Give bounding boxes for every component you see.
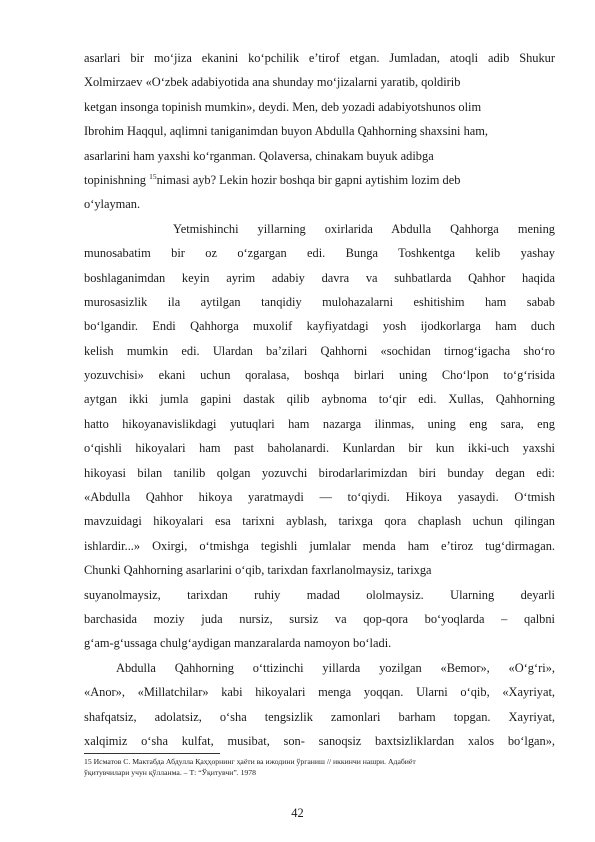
footnote-line: ўқитувчилари учун қўлланма. – Т: “Ўқитувчи”. 1978 xyxy=(84,768,256,777)
text-line: munosabatim bir oz o‘zgargan edi. Bunga Toshkentga kelib yashay xyxy=(84,246,555,261)
text-line: Xolmirzaev «O‘zbek adabiyotida ana shunday mo‘jizalarni yaratib, qoldirib xyxy=(84,75,461,90)
text-line: asarlarini ham yaxshi ko‘rganman. Qolaversa, chinakam buyuk adibga xyxy=(84,148,434,163)
text-line: ishlardir...» Oxirgi, o‘tmishga tegishli jumlalar menda ham e’tiroz tug‘dirmagan. xyxy=(84,538,555,553)
text-fragment: nimasi ayb? Lekin hozir boshqa bir gapni aytishim lozim deb xyxy=(156,172,461,187)
page-number: 42 xyxy=(291,806,304,820)
footnote-reference: 15 xyxy=(149,171,157,181)
text-line: asarlari bir mo‘jiza ekanini ko‘pchilik e’tirof etgan. Jumladan, atoqli adib Shukur xyxy=(84,51,555,65)
text-line: mavzuidagi hikoyalari esa tarixni ayblash, tarixga qora chaplash uchun qilingan xyxy=(84,514,555,529)
text-line: hikoyasi bilan tanilib qolgan yozuvchi birodarlarimizdan biri bunday degan edi: xyxy=(84,465,555,480)
text-line: xalqimiz o‘sha kulfat, musibat, son- sanoqsiz baxtsizliklardan xalos bo‘lgan», xyxy=(84,733,555,748)
text-line: murosasizlik ila aytilgan tanqidiy mulohazalarni eshitishim ham sabab xyxy=(84,294,555,309)
text-line: hatto hikoyanavislikdagi yutuqlari ham nazarga ilinmas, uning eng sara, eng xyxy=(84,416,555,431)
text-line: bo‘lgandir. Endi Qahhorga muxolif kayfiyatdagi yosh ijodkorlarga ham duch xyxy=(84,319,555,334)
footnote-line: 15 Исматов С. Мактабда Абдулла Қаҳҳорнинг ҳаёти ва ижодини ўрганиш // иккинчи нашри. Адабиёт xyxy=(84,757,416,766)
text-line: o‘qishli hikoyalari ham past baholanardi. Kunlardan bir kun ikki-uch yaxshi xyxy=(84,441,555,456)
text-line: shafqatsiz, adolatsiz, o‘sha tengsizlik zamonlari barham topgan. Xayriyat, xyxy=(84,709,555,724)
text-line: Abdulla Qahhorning o‘ttizinchi yillarda yozilgan «Bemor», «O‘g‘ri», xyxy=(116,660,555,675)
footnote-divider xyxy=(84,753,220,754)
text-fragment: topinishning xyxy=(84,172,150,187)
text-line: suyanolmaysiz, tarixdan ruhiy madad ololmaysiz. Ularning deyarli xyxy=(84,587,555,602)
text-line: boshlaganimdan keyin ayrim adabiy davra va suhbatlarda Qahhor haqida xyxy=(84,270,555,285)
main-text xyxy=(84,46,555,753)
text-line-with-footnote-ref xyxy=(84,168,555,192)
text-line: o‘ylayman. xyxy=(84,197,141,212)
text-line: g‘am-g‘ussaga chulg‘aydigan manzaralarda namoyon bo‘ladi. xyxy=(84,636,392,651)
text-line: kelish mumkin edi. Ulardan ba’zilari Qahhorni «sochidan tirnog‘igacha sho‘ro xyxy=(84,343,555,358)
text-line: Yetmishinchi yillarning oxirlarida Abdulla Qahhorga mening xyxy=(173,221,555,236)
text-line: yozuvchisi» ekani uchun qoralasa, boshqa birlari uning Cho‘lpon to‘g‘risida xyxy=(84,368,555,383)
text-line: ketgan insonga topinish mumkin», deydi. Men, deb yozadi adabiyotshunos olim xyxy=(84,99,482,114)
text-line: Chunki Qahhorning asarlarini o‘qib, tarixdan faxrlanolmaysiz, tarixga xyxy=(84,563,432,578)
text-line: «Abdulla Qahhor hikoya yaratmaydi — to‘qiydi. Hikoya yasaydi. O‘tmish xyxy=(84,490,555,505)
text-line: aytgan ikki jumla gapini dastak qilib aybnoma to‘qir edi. Xullas, Qahhorning xyxy=(84,392,555,407)
text-line: Ibrohim Haqqul, aqlimni taniganimdan buyon Abdulla Qahhorning shaxsini ham, xyxy=(84,124,489,139)
text-line: barchasida moziy juda nursiz, sursiz va qop-qora bo‘yoqlarda – qalbni xyxy=(84,611,555,626)
text-line: «Anor», «Millatchilar» kabi hikoyalari menga yoqqan. Ularni o‘qib, «Xayriyat, xyxy=(84,685,555,700)
footnote xyxy=(84,756,555,778)
